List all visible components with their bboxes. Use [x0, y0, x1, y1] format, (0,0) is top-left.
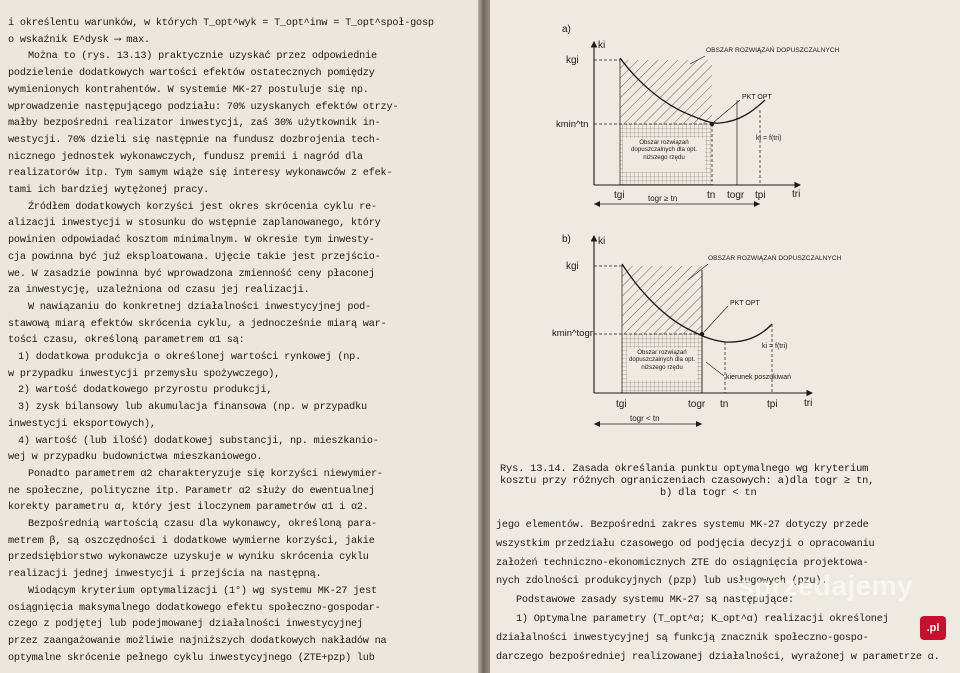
- text-line: we. W zasadzie powinna być wprowadzona zmienność ceny płaconej: [8, 268, 375, 280]
- text-line: wej w przypadku budownictwa mieszkaniowego.: [8, 452, 263, 464]
- text-line: działalności inwestycyjnej są funkcją znacznik społeczno-gospo-: [496, 632, 869, 644]
- text-line: 1) Optymalne parametry (T_opt^α; K_opt^α) realizacji określonej: [516, 614, 889, 625]
- text-line: w przypadku inwestycji przemysłu spożywczego),: [8, 368, 281, 380]
- chart-a-panel-label: a): [562, 24, 571, 35]
- text-line: małby bezpośredni realizator inwestycji, zaś 30% użytkownik in-: [8, 118, 381, 130]
- chart-b-hatched-area: [622, 266, 702, 334]
- chart-a-curve-label: ki = f(tri): [756, 135, 782, 142]
- chart-b-x-label: tri: [804, 398, 813, 409]
- chart-a-optimum-point: [710, 122, 714, 126]
- chart-b-direction-leader: [706, 362, 724, 376]
- text-line: osiągnięcia maksymalnego dodatkowego efektu społeczno-gospodar-: [8, 602, 381, 614]
- text-line: wszystkim przedziału czasowego od podjęcia decyzji o opracowaniu: [496, 538, 875, 550]
- text-line: Bezpośrednią wartością czasu dla wykonawcy, określoną para-: [28, 519, 377, 530]
- chart-b-xtick-togr: togr: [688, 399, 706, 410]
- chart-a-opt-label: PKT OPT: [742, 94, 772, 101]
- text-line: o wskaźnik E^dysk ⟶ max.: [8, 34, 150, 46]
- figure-13-14a: [490, 0, 960, 230]
- chart-b-panel-label: b): [562, 234, 571, 245]
- text-line: 2) wartość dodatkowego przyrostu produkcji,: [18, 385, 273, 397]
- text-line: wymienionych kontrahentów. W systemie MK-27 postuluje się np.: [8, 84, 369, 96]
- text-line: jego elementów. Bezpośredni zakres systemu MK-27 dotyczy przede: [496, 520, 869, 531]
- left-page: [0, 0, 478, 673]
- chart-a-hatched-area: [620, 60, 712, 124]
- text-line: założeń techniczno-ekonomicznych ZTE do osiągnięcia projektowa-: [496, 557, 869, 569]
- text-line: optymalne skrócenie pełnego cyklu inwestycyjnego (ZTE+pzp) lub: [8, 652, 375, 664]
- text-line: ne społeczne, polityczne itp. Parametr α2 służy do ewentualnej: [8, 485, 375, 497]
- chart-a-y-label: ki: [598, 40, 606, 51]
- chart-b-optimum-point: [700, 332, 704, 336]
- text-line: przez zaangażowanie możliwie najniższych dodatkowych nakładów na: [8, 635, 387, 647]
- text-line: 1) dodatkowa produkcja o określonej wartości rynkowej (np.: [18, 352, 361, 363]
- chart-b-direction-label: kierunek poszukiwań: [726, 374, 791, 381]
- text-line: stawową miarą efektów skrócenia cyklu, a jednocześnie miarą war-: [8, 318, 387, 330]
- chart-a-xtick-togr: togr: [727, 190, 745, 201]
- text-line: tami ich bardziej wytężonej pracy.: [8, 185, 210, 196]
- chart-a-hatched-label: Obszar rozwiązań dopuszczalnych dla opt. niższego rzędu: [630, 139, 698, 161]
- chart-b-hatched-label: Obszar rozwiązań dopuszczalnych dla opt. niższego rzędu: [628, 349, 696, 371]
- chart-a-ytick-kmin: kmin^tn: [556, 119, 589, 130]
- watermark-text: sprzedajemy: [738, 570, 914, 601]
- text-line: Można to (rys. 13.13) praktycznie uzyskać przez odpowiednie: [28, 51, 377, 63]
- chart-a-region-label: OBSZAR ROZWIĄZAŃ DOPUSZCZALNYCH: [706, 47, 840, 54]
- chart-a-xtick-tgi: tgi: [614, 190, 625, 201]
- chart-b-opt-label: PKT OPT: [730, 300, 760, 307]
- text-line: metrem β, są oszczędności i dodatkowe wymierne korzyści, jakie: [8, 535, 375, 547]
- text-line: darczego bezpośredniej realizowanej działalności, wyrażonej w parametrze α.: [496, 651, 940, 663]
- text-line: podzielenie dodatkowych wartości efektów ostatecznych pomiędzy: [8, 68, 375, 80]
- chart-b-curve-label: ki = f(tri): [762, 343, 788, 350]
- text-line: i określentu warunków, w których T_opt^wyk = T_opt^inw = T_opt^społ-gosp: [8, 18, 434, 29]
- text-line: 3) zysk bilansowy lub akumulacja finansowa (np. w przypadku: [18, 402, 367, 414]
- chart-a-x-label: tri: [792, 189, 801, 200]
- text-line: przedsiębiorstwo wykonawcze uzyskuje w wyniku skrócenia cyklu: [8, 552, 369, 564]
- text-line: realizacji jednej inwestycji i przejścia na następną.: [8, 569, 322, 581]
- text-line: alizacji inwestycji w stosunku do wstępnie zaplanowanego, który: [8, 218, 381, 230]
- text-line: cja powinna być już eksploatowana. Ujęcie takie jest przejścio-: [8, 251, 381, 263]
- chart-b-ytick-kmin: kmin^togr: [552, 328, 593, 339]
- text-line: W nawiązaniu do konkretnej działalności inwestycyjnej pod-: [28, 301, 371, 313]
- text-line: nicznego jednostek wykonawczych, fundusz premii i nagród dla: [8, 151, 363, 163]
- text-line: westycji. 70% dzieli się następnie na fundusz dozbrojenia tech-: [8, 134, 381, 146]
- text-line: inwestycji eksportowych),: [8, 418, 156, 430]
- text-line: wprowadzenie następującego podziału: 70% uzyskanych efektów otrzy-: [8, 101, 399, 113]
- text-line: 4) wartość (lub ilość) dodatkowej substancji, np. mieszkanio-: [18, 435, 379, 447]
- chart-b-ytick-kgi: kgi: [566, 261, 579, 272]
- chart-a-ytick-kgi: kgi: [566, 55, 579, 66]
- text-line: czego z podjętej lub podejmowanej działalności inwestycyjnej: [8, 619, 363, 631]
- text-line: Wiodącym kryterium optymalizacji (1°) wg systemu MK-27 jest: [28, 585, 377, 597]
- chart-b-opt-leader: [704, 306, 728, 332]
- watermark-badge: .pl: [920, 616, 946, 640]
- book-gutter: [478, 0, 490, 673]
- chart-b-xtick-tn: tn: [720, 399, 729, 410]
- chart-b-xtick-tpi: tpi: [767, 399, 778, 410]
- text-line: kosztu przy różnych ograniczeniach czasowych: a)dla togr ≥ tn,: [500, 475, 875, 487]
- chart-a-interval-label: togr ≥ tn: [648, 194, 678, 203]
- text-line: Rys. 13.14. Zasada określania punktu optymalnego wg kryterium: [500, 463, 869, 475]
- chart-b-y-label: ki: [598, 236, 606, 247]
- text-line: powinien odpowiadać kosztom minimalnym. W okresie tym inwesty-: [8, 235, 375, 247]
- text-line: Ponadto parametrem α2 charakteryzuje się korzyści niewymier-: [28, 468, 383, 480]
- chart-b-interval-label: togr < tn: [630, 414, 660, 423]
- chart-b-xtick-tgi: tgi: [616, 399, 627, 410]
- text-line: realizatorów itp. Tym samym wiąże się interesy wykonawców z efek-: [8, 168, 393, 180]
- text-line: b) dla togr < tn: [660, 487, 757, 499]
- chart-b-region-label: OBSZAR ROZWIĄZAŃ DOPUSZCZALNYCH: [708, 255, 842, 262]
- figure-13-14b: [490, 230, 960, 450]
- text-line: tości czasu, określoną parametrem α1 są:: [8, 335, 245, 347]
- text-line: korekty parametru α, który jest iloczynem parametrów α1 i α2.: [8, 502, 369, 514]
- chart-a-xtick-tpi: tpi: [755, 190, 766, 201]
- chart-a-xtick-tn: tn: [707, 190, 716, 201]
- text-line: Źródłem dodatkowych korzyści jest okres skrócenia cyklu re-: [28, 201, 377, 213]
- text-line: nych zdolności produkcyjnych (pzp) lub usługowych (pzu).: [496, 576, 828, 588]
- text-line: za inwestycję, uzależniona od czasu jej realizacji.: [8, 285, 310, 297]
- text-line: Podstawowe zasady systemu MK-27 są następujące:: [516, 595, 794, 607]
